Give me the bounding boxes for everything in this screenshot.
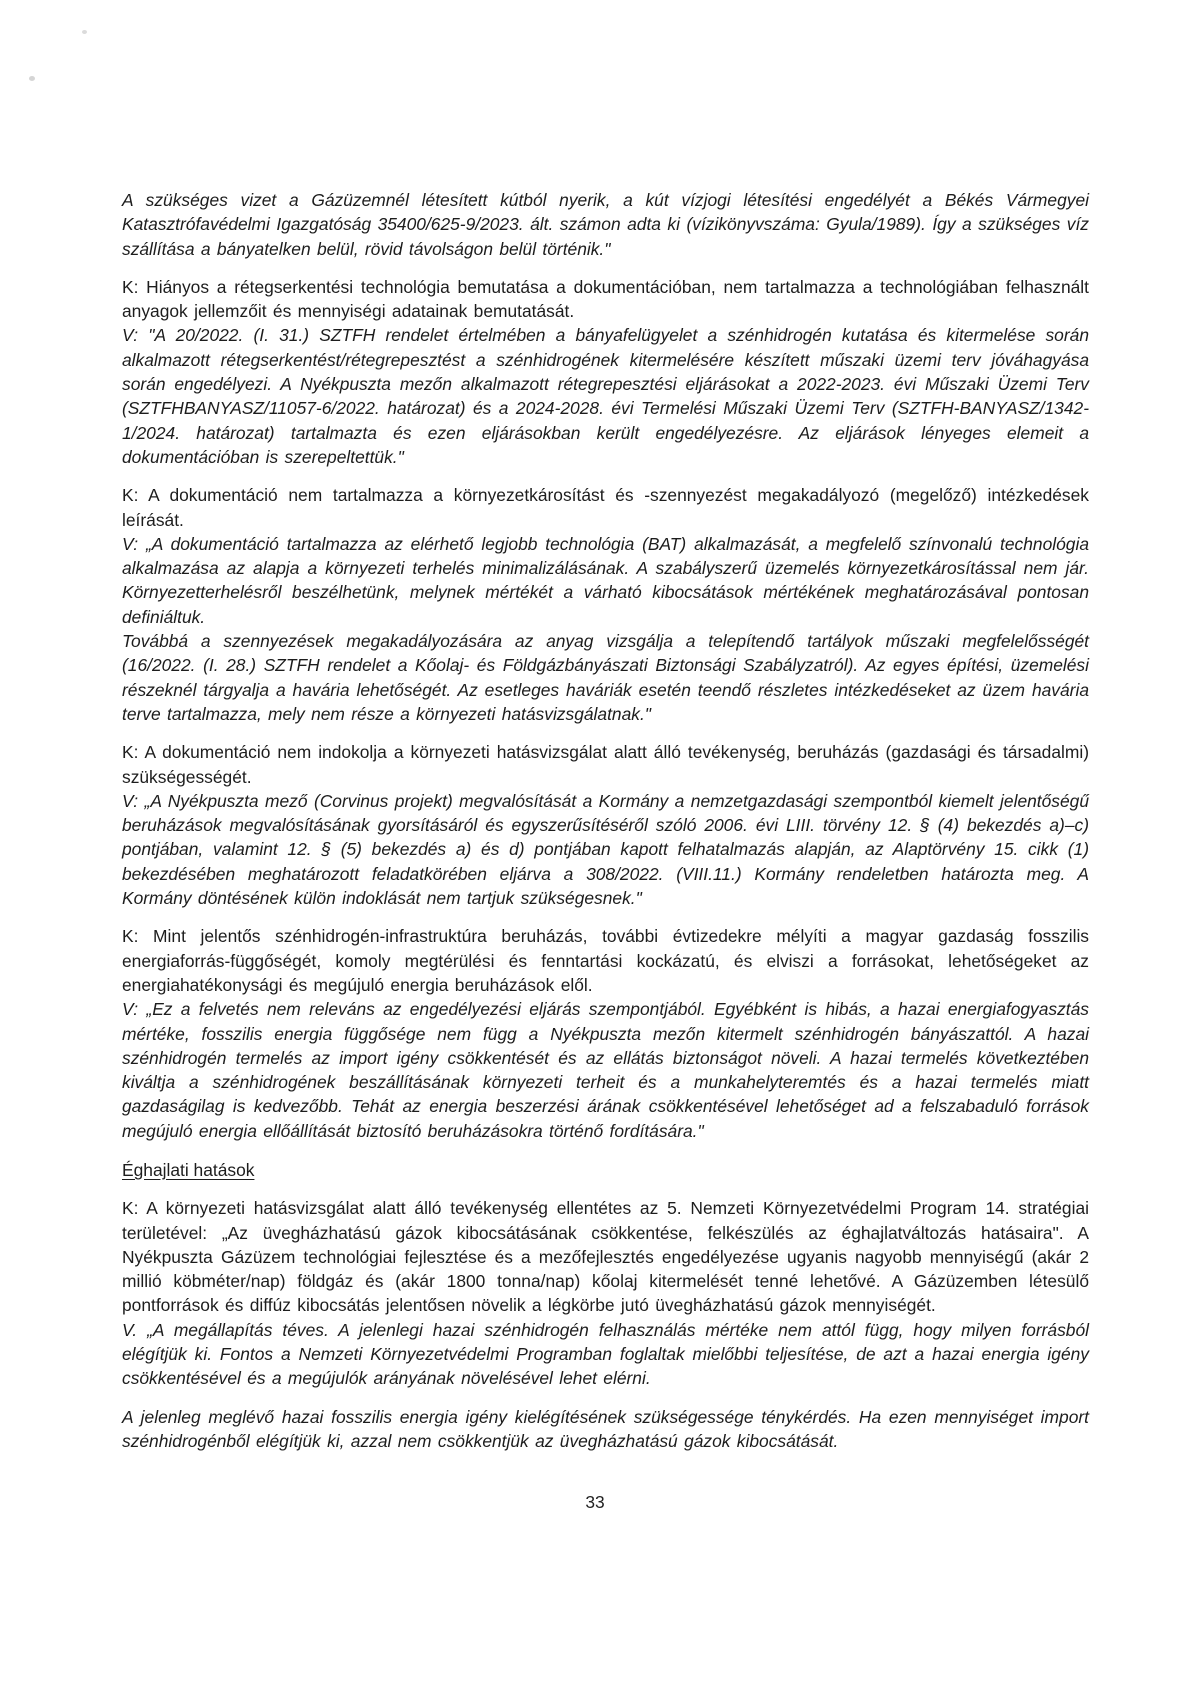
scan-artifact-dot [29,76,35,81]
comment-paragraph-eghajlat: K: A környezeti hatásvizsgálat alatt álló tevékenység ellentétes az 5. Nemzeti Környezetvédelmi Program 14. stratégiai területével: „Az üvegházhatású gázok kibocsátásának csökkentése, felkészülés az éghajlatváltozás hatásaira". A Nyékpuszta Gázüzem technológiai fejlesztése és a mezőfejlesztés engedélyezése ugyanis nagyobb mennyiségű (akár 2 millió köbméter/nap) földgáz és (akár 1800 tonna/nap) kőolaj kitermelését tenné lehetővé. A Gázüzemben létesülő pontforrások és diffúz kibocsátás jelentősen növelik a légkörbe jutó üvegházhatású gázok mennyiségét. [122,1198,1089,1316]
quoted-response-continuation: A szükséges vizet a Gázüzemnél létesített kútból nyerik, a kút vízjogi létesítési engedélyét a Békés Vármegyei Katasztrófavédelmi Igazgatóság 35400/625-9/2023. ált. számon adta ki (vízikönyvszáma: Gyula/1989). Így a szükséges víz szállítása a bányatelken belül, rövid távolságon belül történik." [122,190,1089,259]
scan-artifact-dot [82,30,87,34]
section-heading-eghajlati-hatasok: Éghajlati hatások [122,1159,255,1180]
comment-paragraph-infrastruktura: K: Mint jelentős szénhidrogén-infrastruktúra beruházás, további évtizedekre mélyíti a magyar gazdaság fosszilis energiaforrás-függőségét, komoly megtérülési és fenntartási kockázatú, és elviszi a forrásokat, lehetőségeket az energiahatékonysági és megújuló energia beruházások elől. [122,926,1089,995]
response-paragraph-megallapitas: V. „A megállapítás téves. A jelenlegi hazai szénhidrogén felhasználás mértéke nem attól függ, hogy milyen forrásból elégítjük ki. Fontos a Nemzeti Környezetvédelmi Programban foglaltak mielőbbi teljesítése, de azt a hazai energia igény csökkentésével és a megújulók arányának növelésével lehet elérni. [122,1319,1089,1389]
response-paragraph-nyekpuszta-mezo: V: „A Nyékpuszta mező (Corvinus projekt) megvalósítását a Kormány a nemzetgazdasági szempontból kiemelt jelentőségű beruházások megvalósításának gyorsításáról és egyszerűsítéséről szóló 2006. évi LIII. törvény 12. § (4) bekezdés a)–c) pontjában, valamint 12. § (5) bekezdés a) és d) pontjában kapott felhatalmazás alapján, az Alaptörvény 15. cikk (1) bekezdésében meghatározott feladatkörében eljárva a 308/2022. (VIII.11.) Kormány rendeletben határozta meg. A Kormány döntésének külön indoklását nem tartjuk szükségesnek." [122,790,1089,909]
page-number: 33 [585,1492,605,1512]
response-paragraph-retegserkentes: V: "A 20/2022. (I. 31.) SZTFH rendelet értelmében a bányafelügyelet a szénhidrogén kutatása és kitermelése során alkalmazott rétegserkentést/rétegrepesztést a szénhidrogének kitermelésére készített műszaki üzemi terv jóváhagyása során engedélyezi. A Nyékpuszta mezőn alkalmazott rétegrepesztési eljárásokat a 2022-2023. évi Műszaki Üzemi Terv (SZTFHBANYASZ/11057-6/2022. határozat) és a 2024-2028. évi Termelési Műszaki Üzemi Terv (SZTFH-BANYASZ/1342-1/2024. határozat) tartalmazta és ezen eljárásokban került engedélyezésre. Az eljárások lényeges elemeit a dokumentációban is szerepeltettük." [122,325,1089,467]
comment-paragraph-kornyezetkarositas: K: A dokumentáció nem tartalmazza a környezetkárosítást és -szennyezést megakadályozó (megelőző) intézkedések leírását. [122,485,1089,530]
comment-paragraph-szuksegesseg: K: A dokumentáció nem indokolja a környezeti hatásvizsgálat alatt álló tevékenység, beruházás (gazdasági és társadalmi) szükségességét. [122,742,1089,787]
document-text-block [122,188,1089,1453]
response-paragraph-bat: V: „A dokumentáció tartalmazza az elérhető legjobb technológia (BAT) alkalmazását, a megfelelő színvonalú technológia alkalmazása az alapja a környezeti terhelés minimalizálásának. A szabályszerű üzemelés környezetkárosítással nem jár. Környezetterhelésről beszélhetünk, melynek mértékét a várható kibocsátások mértékének meghatározásával pontosan definiáltuk. [122,533,1089,627]
response-paragraph-zaro: A jelenleg meglévő hazai fosszilis energia igény kielégítésének szükségessége ténykérdés. Ha ezen mennyiséget import szénhidrogénből elégítjük ki, azzal nem csökkentjük az üvegházhatású gázok kibocsátását. [122,1406,1089,1451]
response-paragraph-felvetes: V: „Ez a felvetés nem releváns az engedélyezési eljárás szempontjából. Egyébként is hibás, a hazai energiafogyasztás mértéke, fosszilis energia függősége nem függ a Nyékpuszta mezőn kitermelt szénhidrogén bányászattól. A hazai szénhidrogén termelés az import igény csökkentését és az ellátás biztonságot növeli. A hazai termelés következtében kiváltja a szénhidrogének beszállításának környezeti terheit és a munkahelyteremtés és a hazai termelés miatt gazdaságilag is kedvezőbb. Tehát az energia beszerzési árának csökkentésével lehetőséget ad a felszabaduló források megújuló energia ellőállítását biztosító beruházásokra történő fordítására." [122,999,1089,1141]
comment-paragraph-retegserkentes: K: Hiányos a rétegserkentési technológia bemutatása a dokumentációban, nem tartalmazza a technológiában felhasznált anyagok jellemzőit és mennyiségi adatainak bemutatását. [122,276,1089,322]
response-paragraph-tovabba: Továbbá a szennyezések megakadályozására az anyag vizsgálja a telepítendő tartályok műszaki megfelelősségét (16/2022. (I. 28.) SZTFH rendelet a Kőolaj- és Földgázbányászati Biztonsági Szabályzatról). Az egyes építési, üzemelési részeknél tárgyalja a havária lehetőségét. Az esetleges haváriák esetén teendő részletes intézkedéseket az üzem havária terve tartalmazza, mely nem része a környezeti hatásvizsgálatnak." [122,631,1089,724]
